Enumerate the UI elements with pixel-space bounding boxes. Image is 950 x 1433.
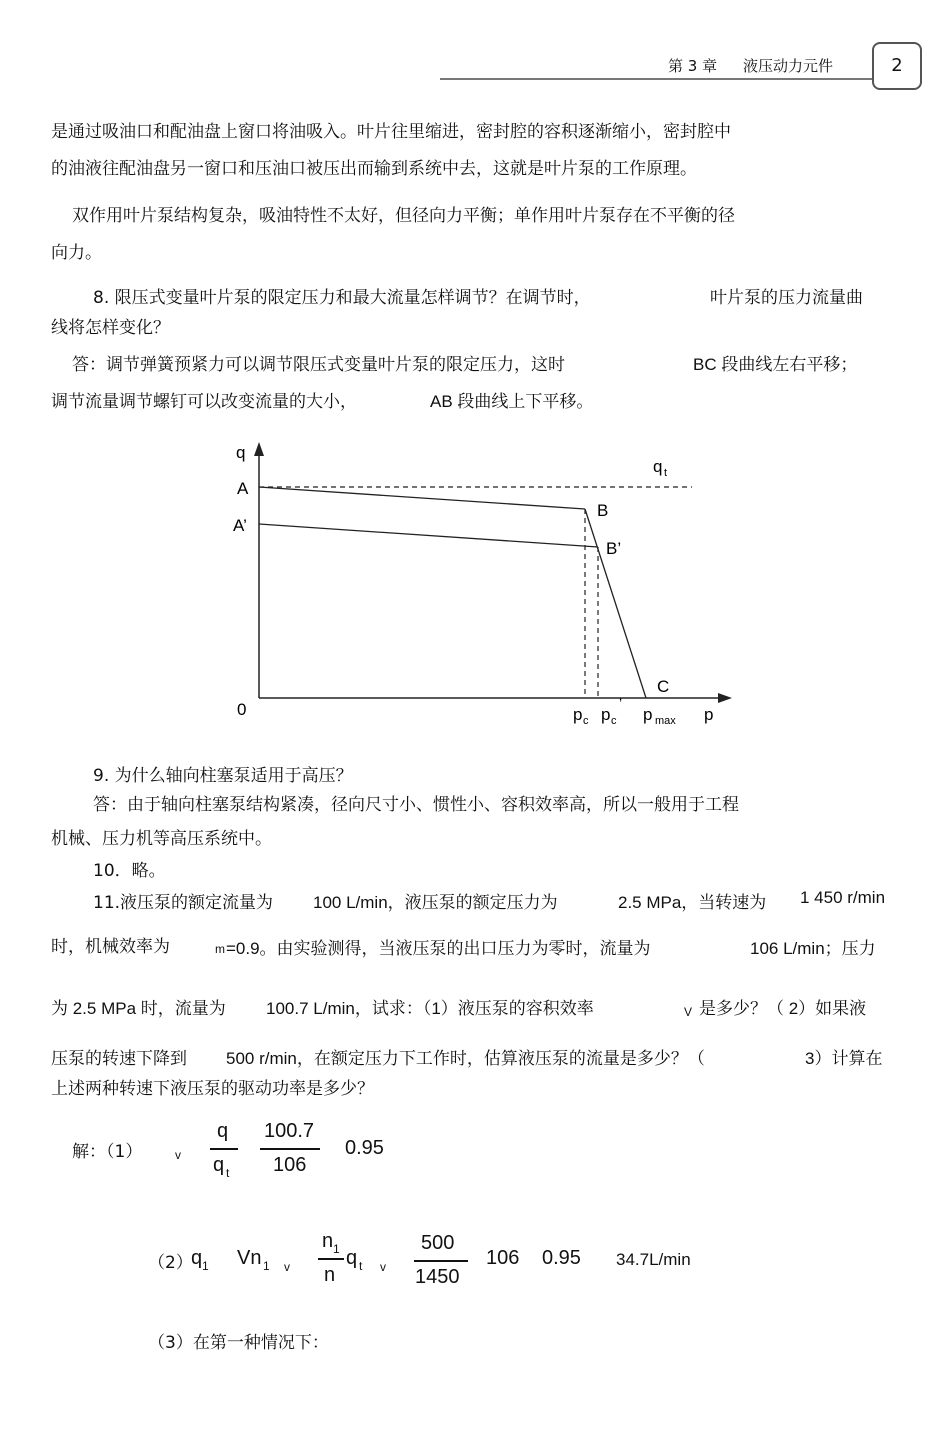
s2-result: 34.7L/min [616,1250,691,1269]
pc2-tick-label: p [601,705,611,724]
pressure-flow-chart [0,430,950,760]
header-rule [440,78,874,80]
s2-frac-1450: 1450 [415,1266,460,1288]
question-11-seg: 3）计算在 [805,1049,883,1068]
s2-mult-106: 106 [486,1247,520,1269]
s2-frac-n1-sub: 1 [333,1242,340,1256]
chapter-title: 液压动力元件 [743,57,834,75]
x-axis-arrow [718,693,732,703]
qt-label: q [653,457,663,476]
point-B-label: B [597,501,609,520]
origin-label: 0 [237,700,247,719]
question-11-seg: 1 450 r/min [800,888,886,907]
s2-frac-bar2 [414,1260,468,1262]
question-11-seg: 2.5 MPa，当转速为 [618,893,767,912]
frac1-den-sub: t [226,1166,230,1180]
solution-1-label: 解：（1） [72,1142,143,1162]
pc-tick-label: p [573,705,583,724]
eta-m-sub: m [215,942,225,956]
question-11-seg: =0.9。由实验测得，当液压泵的出口压力为零时，流量为 [226,939,651,958]
solution-1-sub: v [175,1148,181,1162]
y-axis-label: q [236,443,246,462]
question-11-seg: 100.7 L/min，试求：（1）液压泵的容积效率 [266,999,594,1018]
pc2-tick-mark: ’ [619,695,623,711]
s2-qt: q [346,1247,358,1269]
question-8: 8. 限压式变量叶片泵的限定压力和最大流量怎样调节？在调节时， [93,288,591,308]
question-11-line2: 时，机械效率为 [51,937,170,957]
question-11-line4: 压泵的转速下降到 [51,1049,187,1068]
frac1-num: q [217,1120,229,1142]
answer-9-line2: 机械、压力机等高压系统中。 [51,829,272,849]
s2-q: q [191,1247,203,1269]
point-A2-label: A’ [233,516,247,535]
s2-q-sub: 1 [202,1259,209,1273]
eta-v-sub: V [684,1005,693,1019]
segment-BC [585,509,646,698]
paragraph-line: 向力。 [51,243,102,263]
s2-frac-500: 500 [421,1232,455,1254]
paragraph-line: 双作用叶片泵结构复杂，吸油特性不太好，但径向力平衡；单作用叶片泵存在不平衡的径 [72,206,735,226]
s2-eta-v1: v [284,1260,290,1274]
question-11-line3: 为 2.5 MPa 时，流量为 [51,999,226,1018]
chapter-label: 第 3 章 [668,57,718,75]
y-axis-arrow [254,442,264,456]
frac2-num: 100.7 [264,1120,315,1142]
answer-8-line2: 调节流量调节螺钉可以改变流量的大小， [51,392,357,412]
question-11-seg: 是多少？（ 2）如果液 [699,999,867,1018]
qt-sub: t [664,467,668,479]
s2-eta-v2: v [380,1260,386,1274]
pmax-tick-sub: max [655,715,676,727]
pc2-tick-sub: c [611,715,617,727]
x-axis-label: p [704,705,714,724]
page-number: 2 [872,42,922,90]
paragraph-line: 是通过吸油口和配油盘上窗口将油吸入。叶片往里缩进，密封腔的容积逐渐缩小，密封腔中 [51,122,731,142]
point-A-label: A [237,479,249,498]
s2-frac-bar1 [318,1258,344,1260]
question-11-seg: 100 L/min，液压泵的额定压力为 [313,893,558,912]
pmax-tick-label: p [643,705,653,724]
frac2-den: 106 [273,1154,307,1176]
segment-A2B2 [259,524,598,547]
question-11-seg: 500 r/min，在额定压力下工作时，估算液压泵的流量是多少？（ [226,1049,705,1068]
question-11: 11.液压泵的额定流量为 [93,893,274,913]
s2-qt-sub: t [359,1259,363,1273]
solution-2-label: （2） [148,1253,193,1273]
segment-AB [259,487,585,509]
s2-mult-095: 0.95 [542,1247,581,1269]
question-10: 10．略。 [93,861,166,881]
question-11-line5: 上述两种转速下液压泵的驱动功率是多少？ [51,1079,374,1099]
frac2-bar [260,1148,320,1150]
answer-9: 答：由于轴向柱塞泵结构紧凑，径向尺寸小、惯性小、容积效率高，所以一般用于工程 [93,795,739,815]
pc-tick-sub: c [583,715,589,727]
s2-frac-n: n [324,1264,336,1286]
point-B2-label: B’ [606,539,622,558]
question-8-cont: 叶片泵的压力流量曲 [710,288,863,308]
s2-vn-sub: 1 [263,1259,270,1273]
paragraph-line: 的油液往配油盘另一窗口和压油口被压出而输到系统中去，这就是叶片泵的工作原理。 [51,159,697,179]
frac1-den: q [213,1154,225,1176]
answer-8-cont: BC 段曲线左右平移； [693,355,858,374]
frac1-bar [210,1148,238,1150]
answer-8: 答：调节弹簧预紧力可以调节限压式变量叶片泵的限定压力，这时 [72,355,565,375]
question-11-seg: 106 L/min；压力 [750,939,876,958]
point-C-label: C [657,677,670,696]
solution-3: （3）在第一种情况下： [148,1333,329,1353]
s2-frac-n1: n [322,1230,334,1252]
s2-vn: Vn [237,1247,262,1269]
question-8-line2: 线将怎样变化？ [51,318,170,338]
solution-1-result: 0.95 [345,1137,384,1159]
answer-8-line2-cont: AB 段曲线上下平移。 [430,392,594,411]
question-9: 9. 为什么轴向柱塞泵适用于高压？ [93,766,353,786]
